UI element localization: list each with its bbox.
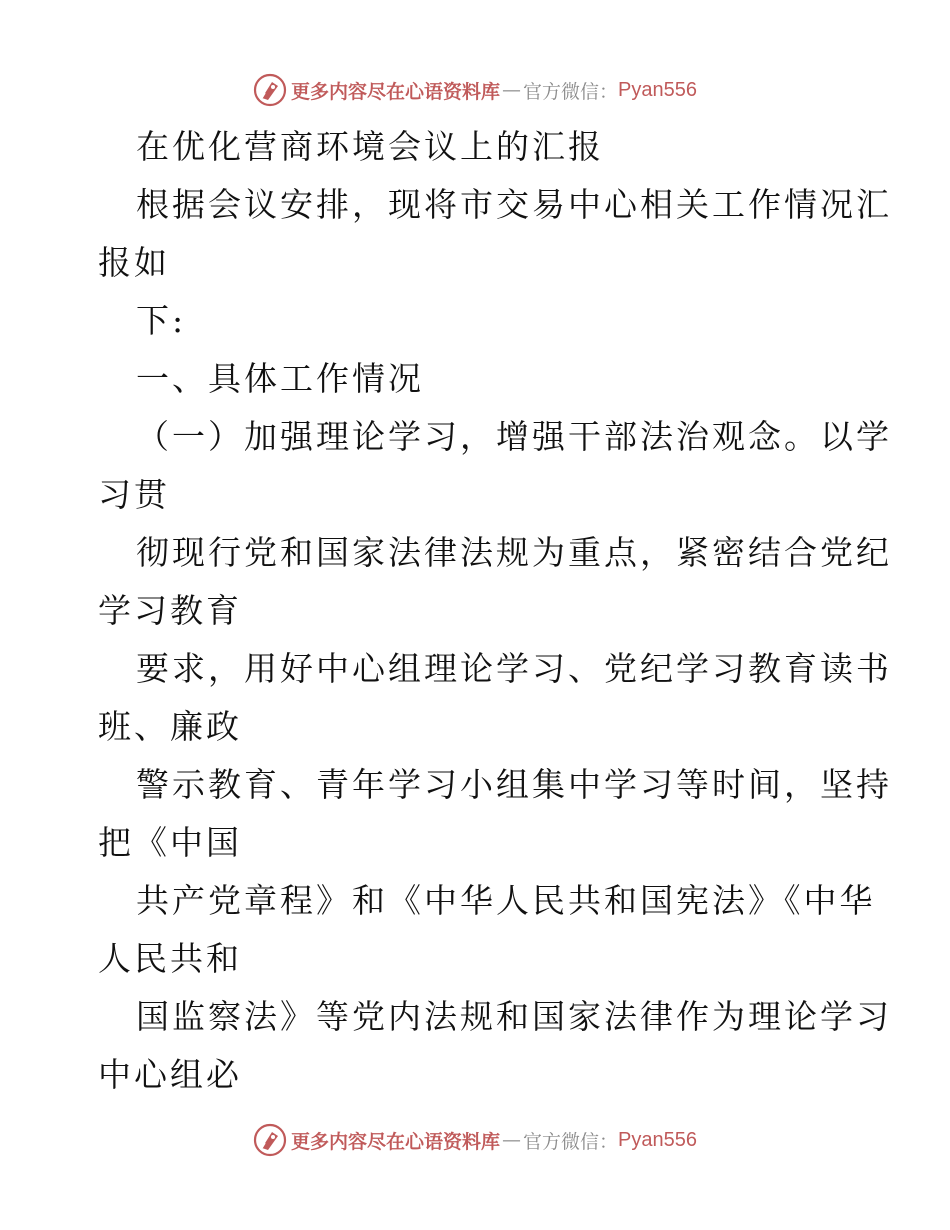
document-body xyxy=(98,118,892,1104)
pen-nib-logo-icon xyxy=(253,73,287,107)
section-heading: 一、具体工作情况 xyxy=(136,359,424,398)
text-line: 人民共和 xyxy=(98,939,242,978)
banner-wechat-label: 官方微信： xyxy=(523,1130,619,1153)
banner-wechat-handle: Pyan556 xyxy=(618,1128,697,1151)
text-line: 国监察法》等党内法规和国家法律作为理论学习 xyxy=(136,997,892,1036)
text-line: 中心组必 xyxy=(98,1055,242,1094)
text-line: 警示教育、青年学习小组集中学习等时间，坚持 xyxy=(136,765,892,804)
text-line: 共产党章程》和《中华人民共和国宪法》《中华 xyxy=(136,881,876,920)
footer-banner xyxy=(0,1120,950,1160)
text-line: 习贯 xyxy=(98,475,170,514)
text-line: 下: xyxy=(136,301,187,340)
banner-brand-text: 更多内容尽在心语资料库 xyxy=(291,80,501,103)
text-line: 报如 xyxy=(98,243,170,282)
document-title: 在优化营商环境会议上的汇报 xyxy=(136,127,604,166)
text-line: 根据会议安排，现将市交易中心相关工作情况汇 xyxy=(136,185,892,224)
header-banner xyxy=(0,70,950,110)
subsection-heading: （一）加强理论学习，增强干部法治观念。以学 xyxy=(136,417,892,456)
banner-brand-text: 更多内容尽在心语资料库 xyxy=(291,1130,501,1153)
text-line: 要求，用好中心组理论学习、党纪学习教育读书 xyxy=(136,649,892,688)
text-line: 彻现行党和国家法律法规为重点，紧密结合党纪 xyxy=(136,533,892,572)
banner-dash: — xyxy=(502,79,522,101)
banner-wechat-label: 官方微信： xyxy=(523,80,619,103)
pen-nib-logo-icon xyxy=(253,1123,287,1157)
text-line: 学习教育 xyxy=(98,591,242,630)
banner-wechat-handle: Pyan556 xyxy=(618,78,697,101)
text-line: 班、廉政 xyxy=(98,707,242,746)
banner-dash: — xyxy=(502,1129,522,1151)
text-line: 把《中国 xyxy=(98,823,242,862)
